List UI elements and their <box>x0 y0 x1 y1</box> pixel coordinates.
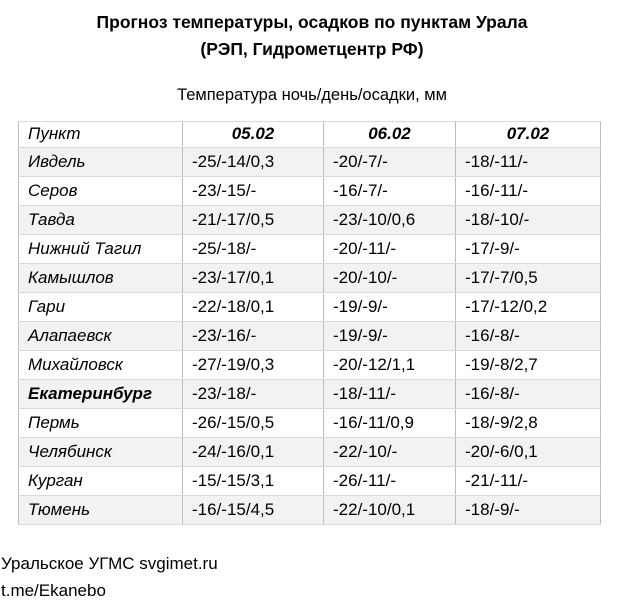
value-cell: -20/-11/- <box>324 235 456 264</box>
value-cell: -20/-7/- <box>324 148 456 177</box>
value-cell: -16/-15/4,5 <box>183 496 324 525</box>
value-cell: -20/-10/- <box>324 264 456 293</box>
value-cell: -18/-11/- <box>456 148 601 177</box>
footer <box>1 550 624 604</box>
value-cell: -16/-11/0,9 <box>324 409 456 438</box>
value-cell: -25/-14/0,3 <box>183 148 324 177</box>
table-row <box>19 177 601 206</box>
city-cell: Михайловск <box>19 351 183 380</box>
column-header-city: Пункт <box>19 122 183 148</box>
footer-source-line: Уральское УГМС svgimet.ru <box>1 554 218 573</box>
value-cell: -20/-6/0,1 <box>456 438 601 467</box>
value-cell: -24/-16/0,1 <box>183 438 324 467</box>
value-cell: -16/-11/- <box>456 177 601 206</box>
value-cell: -18/-10/- <box>456 206 601 235</box>
city-cell: Камышлов <box>19 264 183 293</box>
forecast-table <box>18 121 601 525</box>
city-cell: Тюмень <box>19 496 183 525</box>
table-row <box>19 322 601 351</box>
value-cell: -17/-12/0,2 <box>456 293 601 322</box>
city-cell: Екатеринбург <box>19 380 183 409</box>
column-header-date-1: 05.02 <box>183 122 324 148</box>
city-cell: Ивдель <box>19 148 183 177</box>
table-row <box>19 264 601 293</box>
value-cell: -25/-18/- <box>183 235 324 264</box>
value-cell: -16/-8/- <box>456 380 601 409</box>
value-cell: -23/-10/0,6 <box>324 206 456 235</box>
value-cell: -18/-9/2,8 <box>456 409 601 438</box>
city-cell: Алапаевск <box>19 322 183 351</box>
table-subtitle: Температура ночь/день/осадки, мм <box>177 86 447 104</box>
page-title <box>0 9 624 63</box>
value-cell: -27/-19/0,3 <box>183 351 324 380</box>
city-cell: Серов <box>19 177 183 206</box>
value-cell: -22/-18/0,1 <box>183 293 324 322</box>
value-cell: -21/-17/0,5 <box>183 206 324 235</box>
value-cell: -19/-9/- <box>324 293 456 322</box>
table-row <box>19 467 601 496</box>
footer-telegram-line: t.me/Ekanebo <box>1 581 106 600</box>
value-cell: -18/-11/- <box>324 380 456 409</box>
value-cell: -16/-7/- <box>324 177 456 206</box>
value-cell: -15/-15/3,1 <box>183 467 324 496</box>
value-cell: -26/-11/- <box>324 467 456 496</box>
table-row <box>19 293 601 322</box>
table-row <box>19 235 601 264</box>
value-cell: -21/-11/- <box>456 467 601 496</box>
table-row <box>19 496 601 525</box>
value-cell: -23/-15/- <box>183 177 324 206</box>
value-cell: -23/-17/0,1 <box>183 264 324 293</box>
city-cell: Гари <box>19 293 183 322</box>
value-cell: -23/-18/- <box>183 380 324 409</box>
city-cell: Нижний Тагил <box>19 235 183 264</box>
value-cell: -22/-10/- <box>324 438 456 467</box>
value-cell: -19/-8/2,7 <box>456 351 601 380</box>
column-header-date-3: 07.02 <box>456 122 601 148</box>
value-cell: -17/-7/0,5 <box>456 264 601 293</box>
table-header-row <box>19 122 601 148</box>
table-row <box>19 409 601 438</box>
city-cell: Курган <box>19 467 183 496</box>
city-cell: Челябинск <box>19 438 183 467</box>
table-row <box>19 380 601 409</box>
city-cell: Пермь <box>19 409 183 438</box>
city-cell: Тавда <box>19 206 183 235</box>
table-row <box>19 351 601 380</box>
title-line-1: Прогноз температуры, осадков по пунктам Урала <box>96 12 528 32</box>
value-cell: -18/-9/- <box>456 496 601 525</box>
title-line-2: (РЭП, Гидрометцентр РФ) <box>200 39 424 59</box>
value-cell: -16/-8/- <box>456 322 601 351</box>
table-body <box>19 148 601 525</box>
table-row <box>19 206 601 235</box>
value-cell: -26/-15/0,5 <box>183 409 324 438</box>
column-header-date-2: 06.02 <box>324 122 456 148</box>
table-row <box>19 148 601 177</box>
value-cell: -17/-9/- <box>456 235 601 264</box>
value-cell: -19/-9/- <box>324 322 456 351</box>
value-cell: -20/-12/1,1 <box>324 351 456 380</box>
table-row <box>19 438 601 467</box>
value-cell: -22/-10/0,1 <box>324 496 456 525</box>
value-cell: -23/-16/- <box>183 322 324 351</box>
